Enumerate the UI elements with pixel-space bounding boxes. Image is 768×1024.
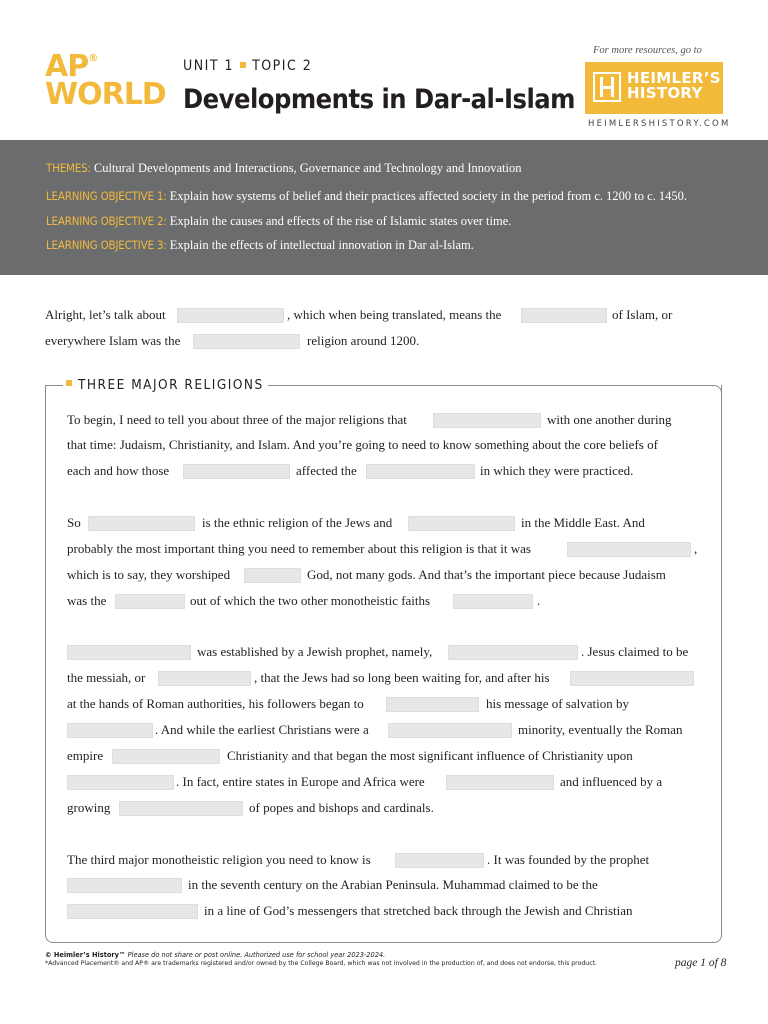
fill-blank[interactable] <box>88 516 195 531</box>
fill-blank[interactable] <box>67 878 182 893</box>
fill-blank[interactable] <box>119 801 243 816</box>
body-text: was the <box>67 593 107 608</box>
intro-text: Alright, let’s talk about <box>45 307 166 322</box>
fill-blank[interactable] <box>395 853 484 868</box>
body-text: To begin, I need to tell you about three of the major religions that <box>67 412 407 427</box>
fill-blank[interactable] <box>67 775 174 790</box>
heading-square-icon <box>66 380 72 386</box>
body-text: with one another during <box>547 412 672 427</box>
heimlers-h-icon <box>593 72 621 102</box>
fill-blank[interactable] <box>67 904 198 919</box>
learning-objective-1 <box>46 189 687 204</box>
body-text: . In fact, entire states in Europe and Africa were <box>176 774 425 789</box>
themes-text: Cultural Developments and Interactions, Governance and Technology and Innovation <box>93 161 522 175</box>
themes-row <box>46 161 521 176</box>
heimlers-history-logo[interactable] <box>585 62 723 114</box>
fill-blank[interactable] <box>244 568 301 583</box>
body-text: and influenced by a <box>560 774 663 789</box>
footer-copyright <box>45 951 385 959</box>
page-number: page 1 of 8 <box>675 957 727 969</box>
fill-blank[interactable] <box>446 775 554 790</box>
section-border <box>45 385 63 386</box>
copyright-text: © Heimler’s History™ <box>45 951 126 959</box>
brand-name <box>627 71 721 101</box>
section-heading-text: THREE MAJOR RELIGIONS <box>78 377 264 393</box>
intro-text: religion around 1200. <box>307 333 420 348</box>
section-heading <box>66 377 268 393</box>
objectives-band <box>0 140 768 275</box>
body-text: of popes and bishops and cardinals. <box>249 800 434 815</box>
fill-blank[interactable] <box>521 308 607 323</box>
fill-blank[interactable] <box>115 594 185 609</box>
separator-square-icon <box>240 62 246 68</box>
body-text: which is to say, they worshiped <box>67 567 231 582</box>
body-text: , that the Jews had so long been waiting for, and after his <box>254 670 550 685</box>
body-text: is the ethnic religion of the Jews and <box>202 515 393 530</box>
body-text: probably the most important thing you need to remember about this religion is that it was <box>67 541 531 556</box>
body-text: empire <box>67 748 104 763</box>
fill-blank[interactable] <box>386 697 479 712</box>
learning-objective-3 <box>46 238 474 253</box>
fill-blank[interactable] <box>366 464 475 479</box>
fill-blank[interactable] <box>158 671 251 686</box>
body-text: . Jesus claimed to be <box>581 644 689 659</box>
body-text: in the Middle East. And <box>521 515 645 530</box>
section-border <box>252 385 714 386</box>
body-text: minority, eventually the Roman <box>518 722 683 737</box>
logo-ap-text: AP <box>45 49 89 84</box>
lo1-text: Explain how systems of belief and their practices affected society in the period from c. 1200 to c. 1450. <box>169 189 688 203</box>
footer-trademark: *Advanced Placement® and AP® are trademarks registered and/or owned by the College Board, which was not involved in the production of, and does not endorse, this product. <box>45 960 598 967</box>
fill-blank[interactable] <box>67 645 191 660</box>
learning-objective-2 <box>46 214 511 229</box>
fill-blank[interactable] <box>183 464 290 479</box>
body-text: . <box>537 593 541 608</box>
lo3-label: LEARNING OBJECTIVE 3: <box>46 238 167 252</box>
fill-blank[interactable] <box>193 334 300 349</box>
usage-notice: Please do not share or post online. Authorized use for school year 2023-2024. <box>127 951 386 959</box>
intro-text: everywhere Islam was the <box>45 333 181 348</box>
body-text: . It was founded by the prophet <box>487 852 650 867</box>
logo-world-text: WORLD <box>45 77 166 112</box>
fill-blank[interactable] <box>567 542 691 557</box>
section-corner <box>706 385 722 401</box>
fill-blank[interactable] <box>570 671 694 686</box>
fill-blank[interactable] <box>448 645 578 660</box>
lo2-label: LEARNING OBJECTIVE 2: <box>46 214 167 228</box>
body-text: in which they were practiced. <box>480 463 634 478</box>
body-text: at the hands of Roman authorities, his followers began to <box>67 696 364 711</box>
body-text: out of which the two other monotheistic faiths <box>190 593 431 608</box>
more-resources-text: For more resources, go to <box>593 45 702 56</box>
body-text: So <box>67 515 81 530</box>
logo-registered-mark: ® <box>88 53 98 64</box>
intro-text: , which when being translated, means the <box>287 307 502 322</box>
fill-blank[interactable] <box>408 516 515 531</box>
body-text: in the seventh century on the Arabian Peninsula. Muhammad claimed to be the <box>188 877 598 892</box>
lo3-text: Explain the effects of intellectual innovation in Dar al-Islam. <box>169 238 474 252</box>
body-text: in a line of God’s messengers that stretched back through the Jewish and Christian <box>204 903 633 918</box>
body-text: The third major monotheistic religion you need to know is <box>67 852 371 867</box>
fill-blank[interactable] <box>112 749 220 764</box>
brand-url-link[interactable]: HEIMLERSHISTORY.COM <box>588 119 731 129</box>
topic-label: TOPIC 2 <box>252 58 313 74</box>
body-text: Christianity and that began the most significant influence of Christianity upon <box>227 748 633 763</box>
body-text: that time: Judaism, Christianity, and Islam. And you’re going to need to know something about the core beliefs of <box>67 437 658 452</box>
body-text: was established by a Jewish prophet, namely, <box>197 644 433 659</box>
unit-topic-label <box>183 58 312 74</box>
body-text: growing <box>67 800 111 815</box>
themes-label: THEMES: <box>46 161 91 175</box>
body-text: , <box>694 541 698 556</box>
brand-line2: HISTORY <box>627 84 703 102</box>
fill-blank[interactable] <box>388 723 512 738</box>
fill-blank[interactable] <box>67 723 153 738</box>
page-title: Developments in Dar-al-Islam <box>183 84 575 115</box>
fill-blank[interactable] <box>433 413 541 428</box>
fill-blank[interactable] <box>453 594 533 609</box>
ap-world-logo <box>45 49 166 112</box>
unit-label: UNIT 1 <box>183 58 235 74</box>
body-text: . And while the earliest Christians were a <box>155 722 369 737</box>
brand-line1: HEIMLER’S <box>627 69 721 87</box>
fill-blank[interactable] <box>177 308 284 323</box>
lo2-text: Explain the causes and effects of the rise of Islamic states over time. <box>169 214 512 228</box>
intro-text: of Islam, or <box>612 307 673 322</box>
body-text: each and how those <box>67 463 170 478</box>
lo1-label: LEARNING OBJECTIVE 1: <box>46 189 167 203</box>
body-text: his message of salvation by <box>486 696 629 711</box>
body-text: God, not many gods. And that’s the important piece because Judaism <box>307 567 666 582</box>
body-text: the messiah, or <box>67 670 146 685</box>
body-text: affected the <box>296 463 357 478</box>
